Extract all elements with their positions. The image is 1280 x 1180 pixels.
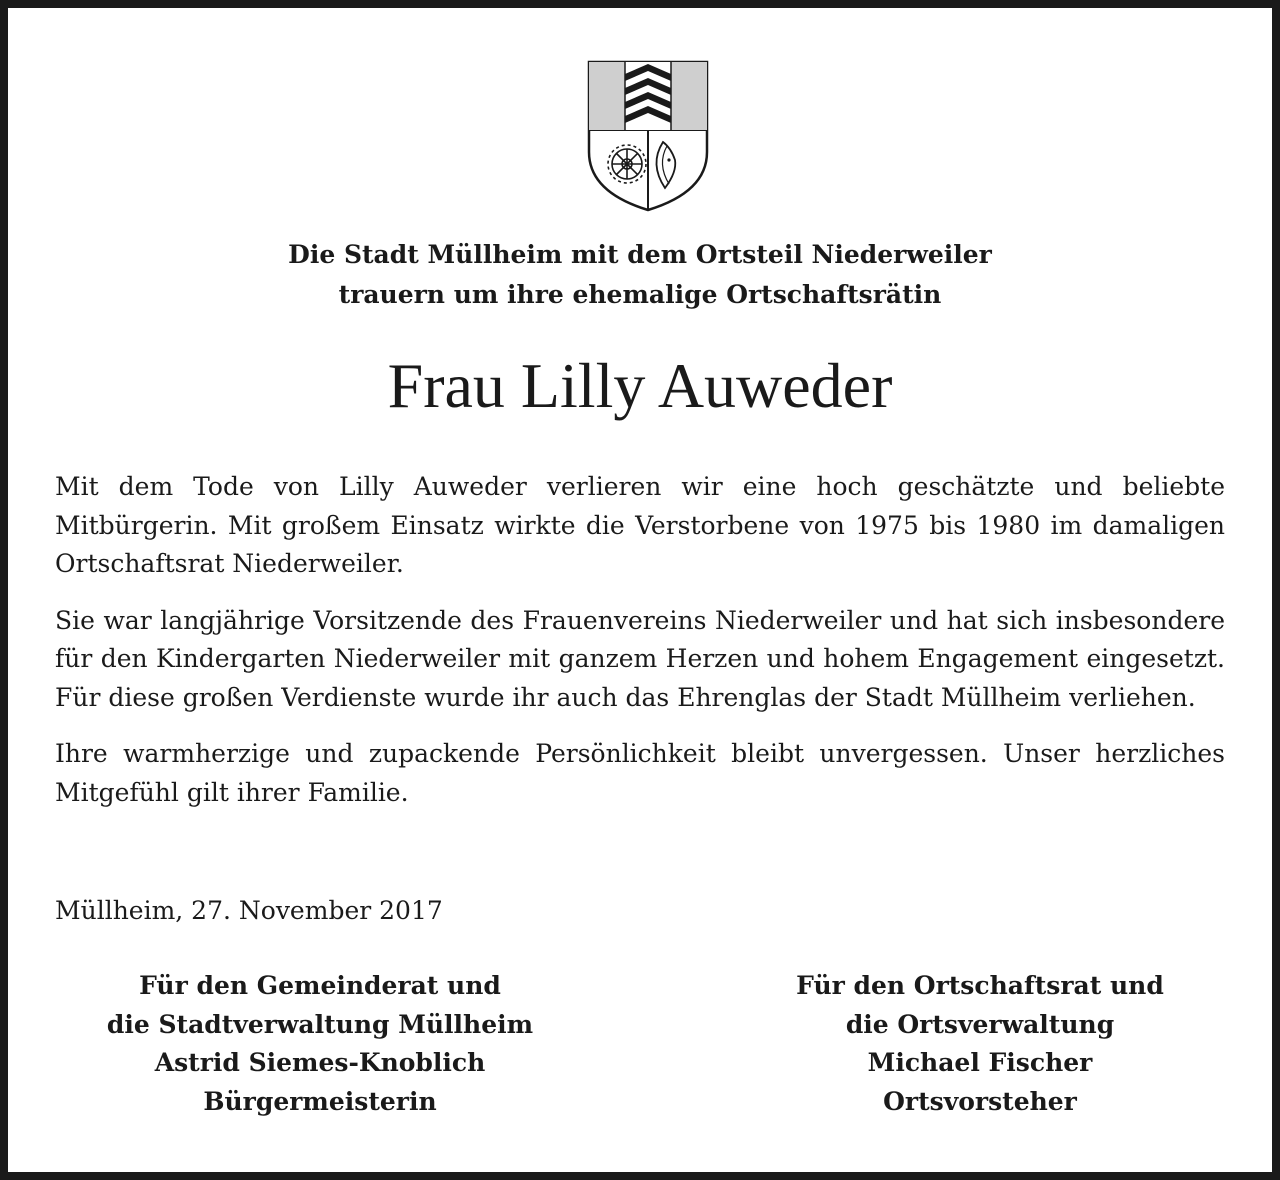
signature-block-right (700, 967, 1260, 1121)
signature-right-line-1: Für den Ortschaftsrat und (796, 971, 1164, 1000)
intro-heading (8, 235, 1272, 315)
paragraph-1: Mit dem Tode von Lilly Auweder verlieren wir eine hoch geschätzte und beliebte Mitbürgerin. Mit großem Einsatz wirkte die Verstorbene von 1975 bis 1980 im damaligen Ortschaftsrat Niederweiler. (55, 472, 1225, 578)
signature-left-name: Astrid Siemes-Knoblich (154, 1048, 486, 1077)
signature-right-line-2: die Ortsverwaltung (845, 1009, 1115, 1039)
signature-left-line-1: Für den Gemeinderat und (139, 971, 501, 1000)
paragraph-3: Ihre warmherzige und zupackende Persönlichkeit bleibt unvergessen. Unser herzliches Mitgefühl gilt ihrer Familie. (55, 739, 1225, 807)
signature-right-name: Michael Fischer (867, 1048, 1093, 1077)
obituary-text (55, 468, 1225, 830)
paragraph-2: Sie war langjährige Vorsitzende des Frauenvereins Niederweiler und hat sich insbesondere für den Kindergarten Niederweiler mit ganzem Herzen und hohem Engagement eingesetzt. Für diese großen Verdienste wurde ihr auch das Ehrenglas der Stadt Müllheim verliehen. (55, 605, 1225, 712)
place-date: Müllheim, 27. November 2017 (55, 896, 443, 925)
signature-block-left (40, 967, 600, 1121)
signature-left-title: Bürgermeisterin (203, 1086, 437, 1116)
signature-left-line-2: die Stadtverwaltung Müllheim (106, 1009, 534, 1039)
deceased-name: Frau Lilly Auweder (387, 350, 893, 421)
signature-right-title: Ortsvorsteher (883, 1086, 1077, 1116)
coat-of-arms-icon (587, 60, 709, 212)
intro-line-1: Die Stadt Müllheim mit dem Ortsteil Niederweiler (288, 240, 992, 269)
intro-line-2: trauern um ihre ehemalige Ortschaftsrätin (338, 280, 942, 309)
